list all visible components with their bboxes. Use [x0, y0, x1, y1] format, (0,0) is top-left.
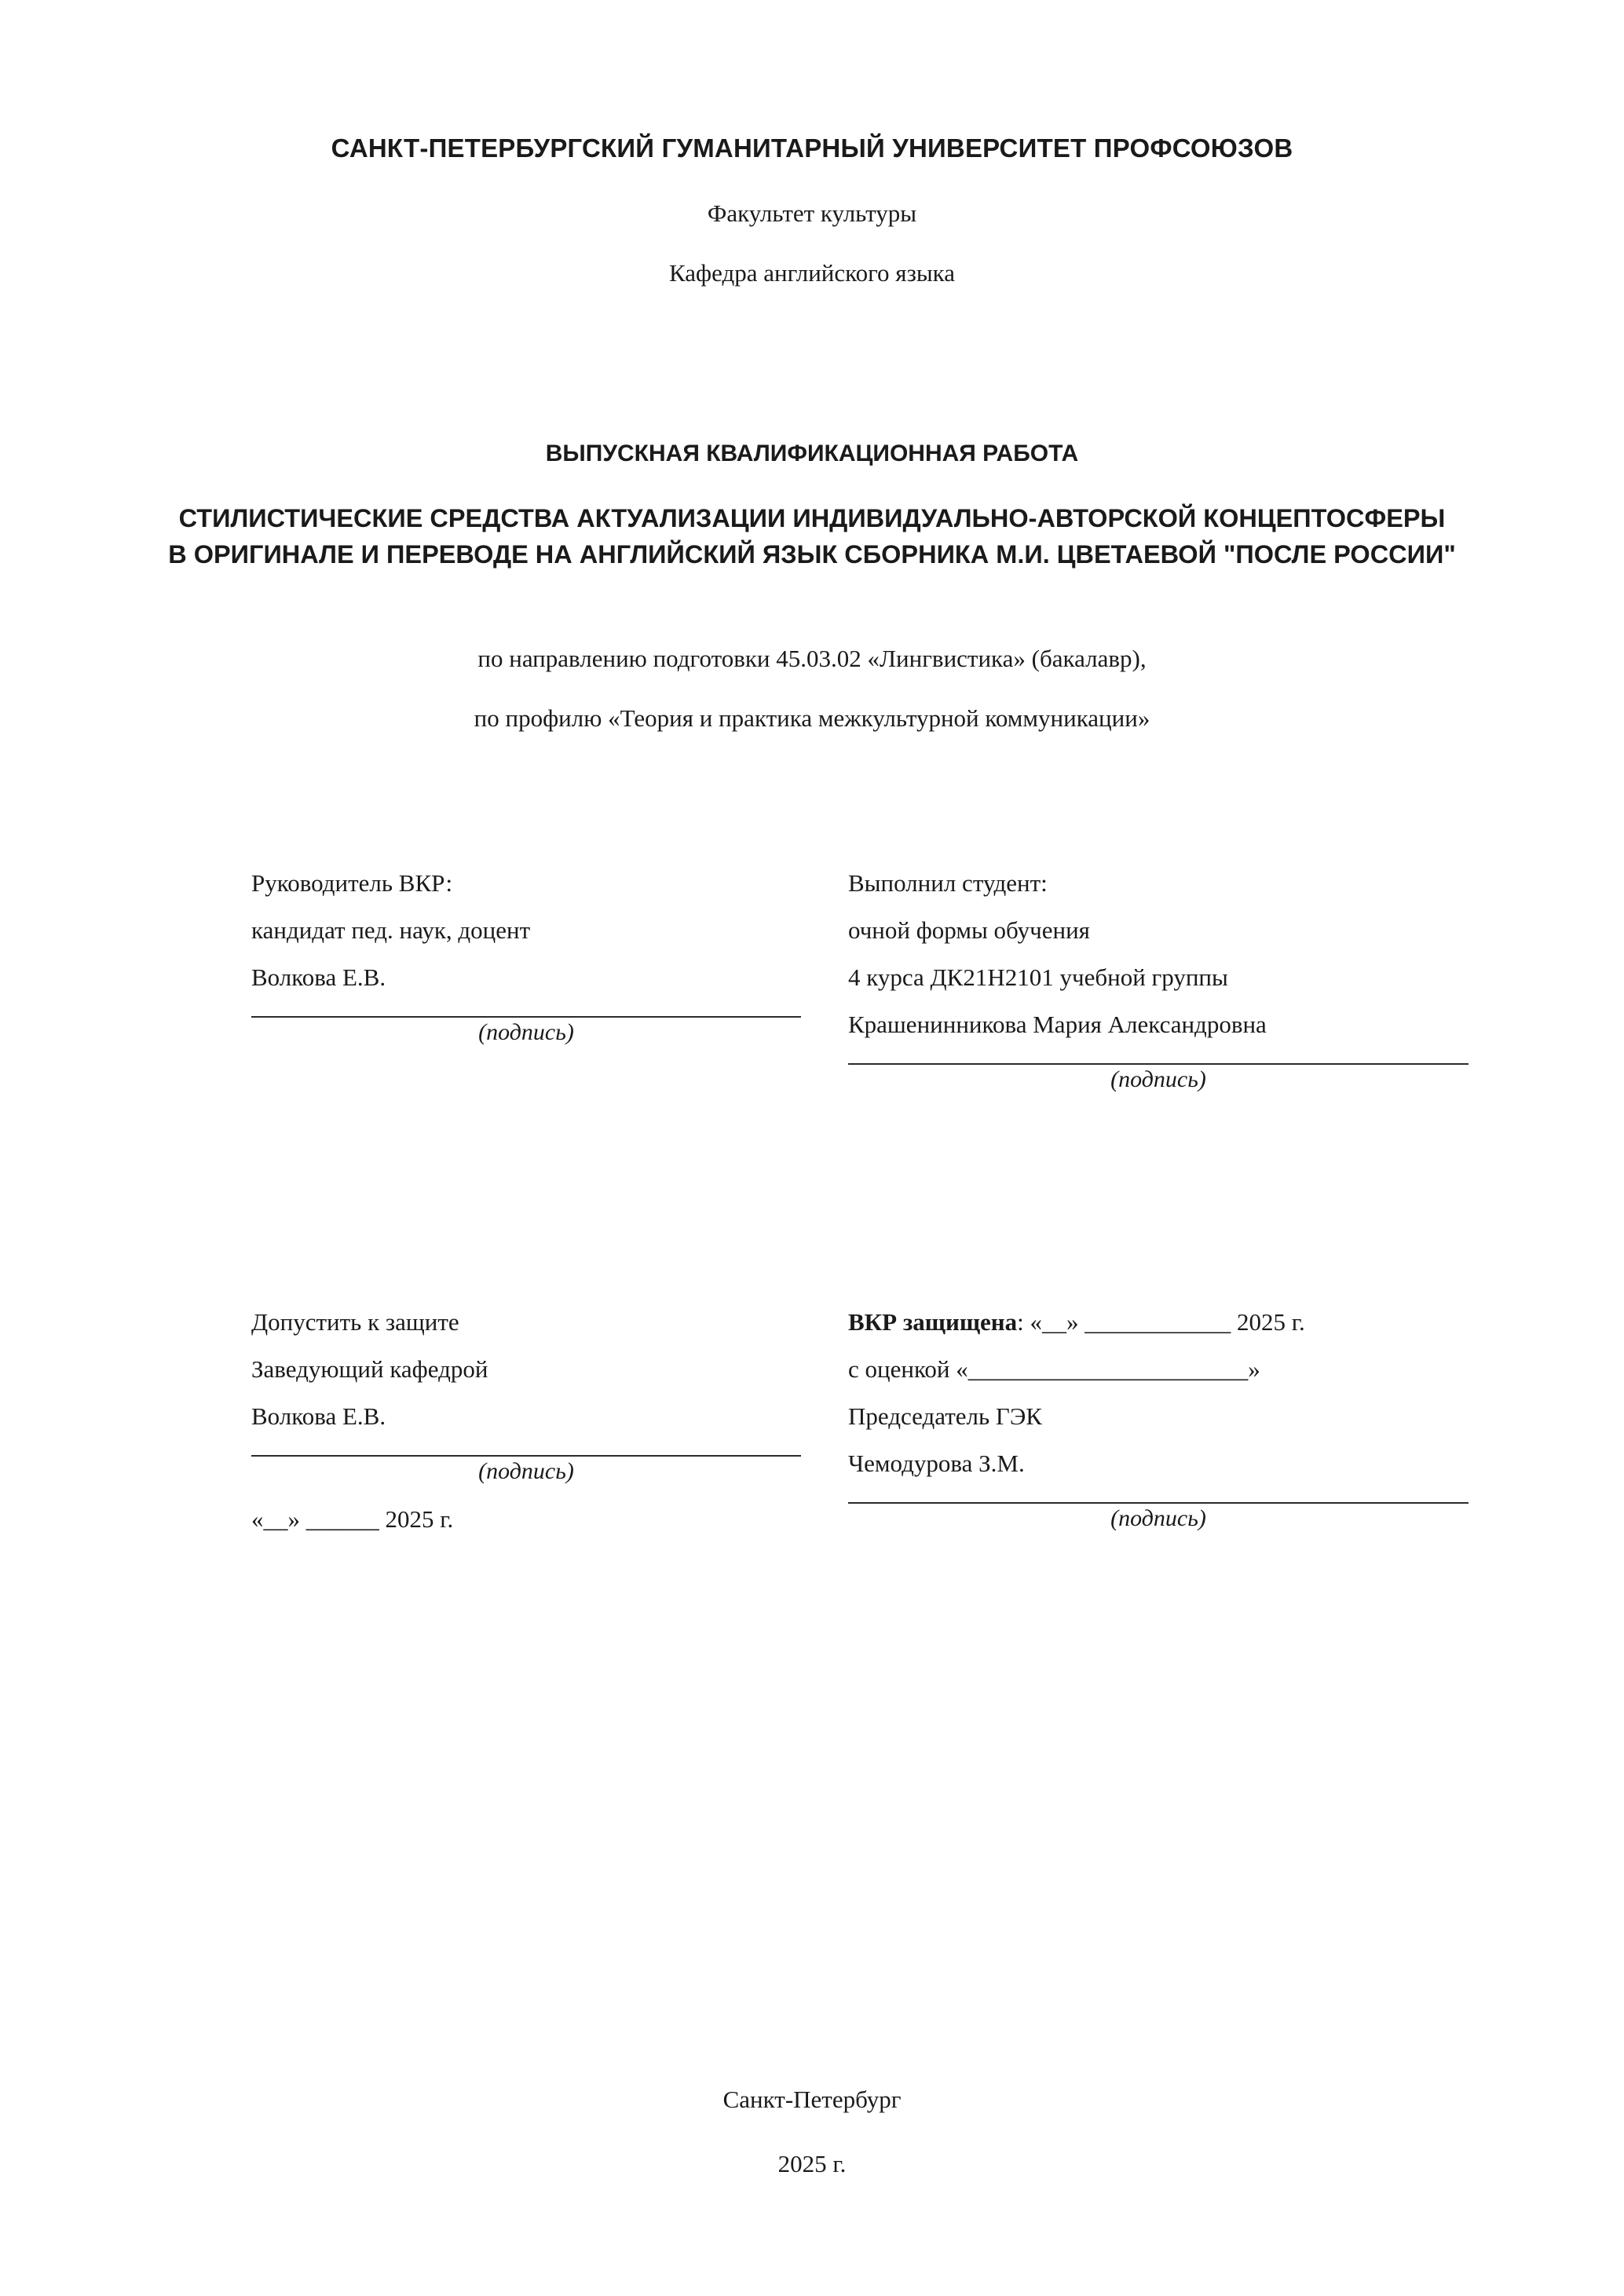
- admission-line-2: Заведующий кафедрой: [251, 1355, 488, 1384]
- admission-date: «__» ______ 2025 г.: [251, 1505, 454, 1534]
- supervisor-role: Руководитель ВКР:: [251, 869, 453, 898]
- year: 2025 г.: [777, 2150, 847, 2177]
- defense-label-row: [848, 1303, 1469, 1342]
- faculty-name: Факультет культуры: [707, 199, 917, 227]
- supervisor-block: [251, 865, 801, 1093]
- supervisor-degree: кандидат пед. наук, доцент: [251, 916, 531, 945]
- supervisor-signature-caption: (подпись): [478, 1019, 574, 1046]
- supervisor-signature-line: [251, 1016, 801, 1018]
- defense-chair-role: Председатель ГЭК: [848, 1402, 1042, 1431]
- defense-date: : «__» ____________ 2025 г.: [1017, 1308, 1305, 1336]
- defense-label: ВКР защищена: [848, 1308, 1018, 1336]
- student-signature-line: [848, 1063, 1469, 1065]
- defense-signature-caption: (подпись): [1110, 1505, 1206, 1532]
- study-profile: по профилю «Теория и практика межкультурной коммуникации»: [474, 704, 1150, 733]
- page-title: СТИЛИСТИЧЕСКИЕ СРЕДСТВА АКТУАЛИЗАЦИИ ИНДИВИДУАЛЬНО-АВТОРСКОЙ КОНЦЕПТОСФЕРЫ В ОРИГИНАЛЕ И ПЕРЕВОДЕ НА АНГЛИЙСКИЙ ЯЗЫК СБОРНИКА М.И. ЦВЕТАЕВОЙ "ПОСЛЕ РОССИИ": [168, 504, 1456, 569]
- defense-block: [848, 1303, 1469, 1534]
- admission-head-name: Волкова Е.В.: [251, 1402, 386, 1431]
- defense-chair-name: Чемодурова З.М.: [848, 1450, 1025, 1478]
- student-signature-caption: (подпись): [1110, 1066, 1206, 1093]
- defense-signature-line: [848, 1502, 1469, 1504]
- document-kind: ВЫПУСКНАЯ КВАЛИФИКАЦИОННАЯ РАБОТА: [545, 441, 1079, 466]
- admission-block: [251, 1303, 801, 1534]
- study-direction: по направлению подготовки 45.03.02 «Лингвистика» (бакалавр),: [477, 645, 1147, 673]
- supervisor-name: Волкова Е.В.: [251, 963, 386, 992]
- page-footer: [0, 2086, 1624, 2178]
- signature-row-top: [165, 865, 1459, 1093]
- city-name: Санкт-Петербург: [722, 2086, 902, 2113]
- student-group: 4 курса ДК21Н2101 учебной группы: [848, 963, 1228, 992]
- student-block: [848, 865, 1469, 1093]
- admission-line-1: Допустить к защите: [251, 1308, 459, 1336]
- student-name: Крашенинникова Мария Александровна: [848, 1011, 1267, 1039]
- university-name: САНКТ-ПЕТЕРБУРГСКИЙ ГУМАНИТАРНЫЙ УНИВЕРСИТЕТ ПРОФСОЮЗОВ: [331, 133, 1293, 163]
- admission-signature-line: [251, 1455, 801, 1457]
- admission-signature-caption: (подпись): [478, 1458, 574, 1485]
- department-name: Кафедра английского языка: [668, 259, 955, 287]
- defense-grade: с оценкой «_______________________»: [848, 1355, 1260, 1384]
- student-label: Выполнил студент:: [848, 869, 1048, 898]
- student-form: очной формы обучения: [848, 916, 1090, 945]
- signature-row-bottom: [165, 1303, 1459, 1534]
